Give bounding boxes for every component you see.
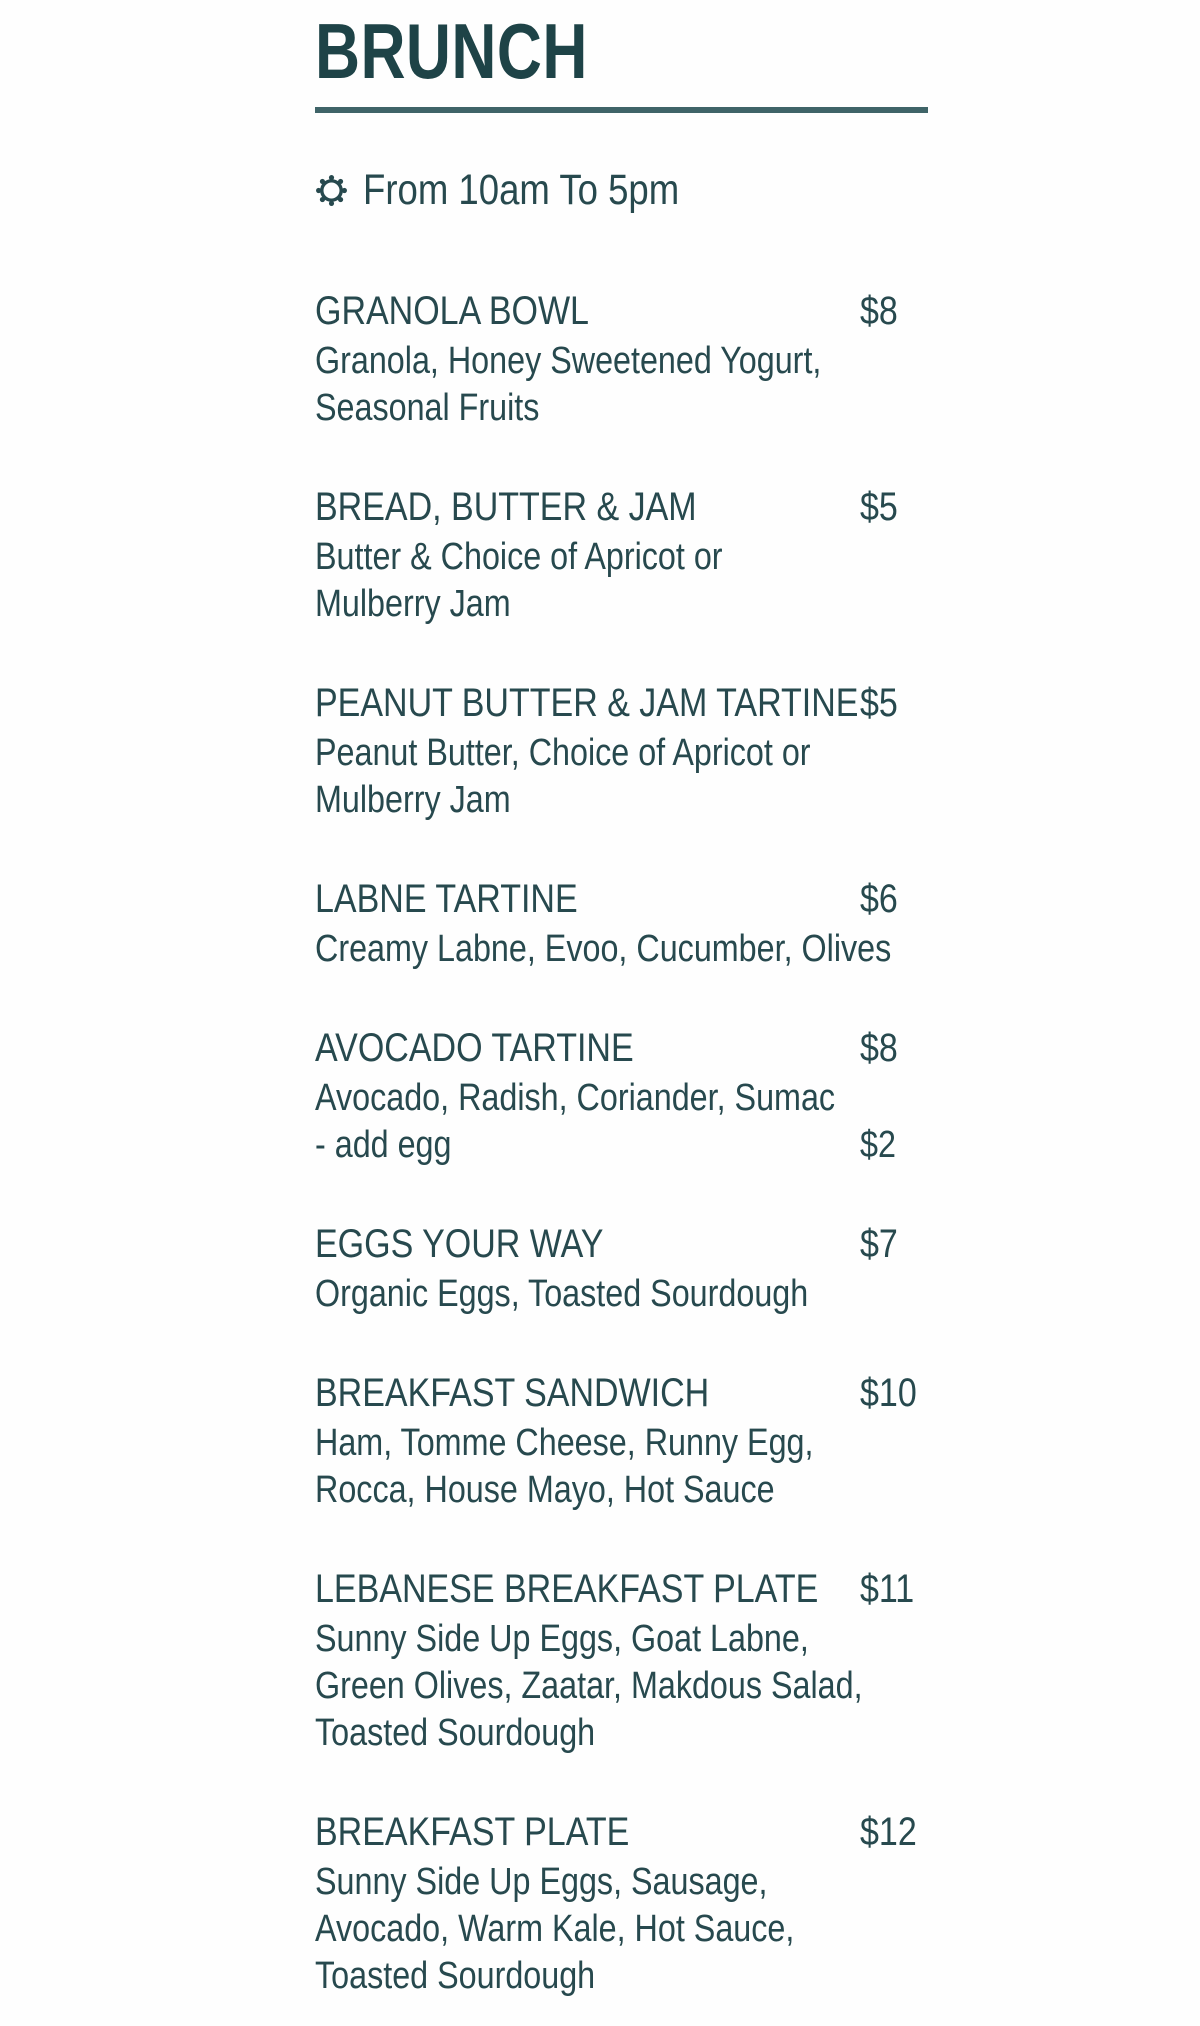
item-description (315, 1859, 940, 2000)
item-head (315, 677, 940, 730)
item-price (860, 1563, 924, 1616)
hours-row (315, 166, 940, 214)
item-description (315, 338, 940, 432)
hours-label: From 10am To 5pm (363, 165, 680, 214)
item-name: BREAD, BUTTER & JAM (315, 485, 697, 529)
item-description (315, 1075, 940, 1169)
item-price-text: $8 (860, 1026, 898, 1070)
item-name: AVOCADO TARTINE (315, 1026, 634, 1070)
item-description-line: Ham, Tomme Cheese, Runny Egg, (315, 1422, 814, 1464)
item-description-line: Rocca, House Mayo, Hot Sauce (315, 1469, 775, 1511)
item-description-line: Organic Eggs, Toasted Sourdough (315, 1273, 809, 1315)
menu-items (315, 285, 940, 2000)
item-description-line: Seasonal Fruits (315, 387, 540, 429)
item-price-text: $10 (860, 1371, 917, 1415)
menu-item (315, 481, 940, 628)
page-title-text: BRUNCH (315, 7, 588, 95)
item-price-text: $8 (860, 289, 898, 333)
item-description (315, 1616, 940, 1757)
item-price (860, 1367, 927, 1420)
item-price (860, 1218, 905, 1271)
item-description-line: Sunny Side Up Eggs, Goat Labne, (315, 1618, 809, 1660)
item-description-line: Mulberry Jam (315, 779, 511, 821)
item-head (315, 1218, 940, 1271)
item-description-line: Granola, Honey Sweetened Yogurt, (315, 340, 822, 382)
item-addon-row (315, 1122, 940, 1169)
item-head (315, 1367, 940, 1420)
item-description-line: Avocado, Warm Kale, Hot Sauce, (315, 1908, 795, 1950)
menu-item (315, 1367, 940, 1514)
item-price (860, 677, 905, 730)
item-price-text: $5 (860, 681, 898, 725)
item-price (860, 1806, 927, 1859)
item-description (315, 1420, 940, 1514)
item-price (860, 285, 905, 338)
item-description-line: Toasted Sourdough (315, 1712, 596, 1754)
item-description-line: Toasted Sourdough (315, 1955, 596, 1997)
item-price (860, 1022, 905, 1075)
item-price-text: $6 (860, 877, 898, 921)
item-description (315, 534, 940, 628)
item-name: LABNE TARTINE (315, 877, 578, 921)
item-price-text: $12 (860, 1810, 917, 1854)
item-price-text: $11 (860, 1567, 915, 1611)
page-title (315, 7, 940, 95)
sun-icon (315, 174, 348, 207)
item-name: BREAKFAST SANDWICH (315, 1371, 710, 1415)
addon-label: - add egg (315, 1124, 452, 1166)
title-underline (315, 107, 928, 113)
menu-item (315, 677, 940, 824)
item-head (315, 481, 940, 534)
item-head (315, 1563, 940, 1616)
menu-item (315, 285, 940, 432)
menu-item (315, 1218, 940, 1318)
item-price-text: $5 (860, 485, 898, 529)
item-head (315, 873, 940, 926)
item-description-line: Sunny Side Up Eggs, Sausage, (315, 1861, 768, 1903)
item-head (315, 1022, 940, 1075)
menu-item (315, 1563, 940, 1757)
item-description-line: Avocado, Radish, Coriander, Sumac (315, 1077, 836, 1119)
menu-item (315, 1022, 940, 1169)
item-head (315, 285, 940, 338)
item-name: BREAKFAST PLATE (315, 1810, 630, 1854)
item-name: LEBANESE BREAKFAST PLATE (315, 1567, 819, 1611)
addon-price: $2 (860, 1124, 896, 1166)
item-description-line: Mulberry Jam (315, 583, 511, 625)
item-description-line: Peanut Butter, Choice of Apricot or (315, 732, 811, 774)
item-description-line: Creamy Labne, Evoo, Cucumber, Olives (315, 928, 892, 970)
item-description-line: Butter & Choice of Apricot or (315, 536, 723, 578)
item-price (860, 873, 905, 926)
item-description (315, 926, 940, 973)
item-description (315, 730, 940, 824)
item-name: GRANOLA BOWL (315, 289, 589, 333)
item-name: EGGS YOUR WAY (315, 1222, 604, 1266)
item-description-line: Green Olives, Zaatar, Makdous Salad, (315, 1665, 863, 1707)
menu-item (315, 1806, 940, 2000)
item-head (315, 1806, 940, 1859)
menu-item (315, 873, 940, 973)
item-price (860, 481, 905, 534)
item-description (315, 1271, 940, 1318)
item-price-text: $7 (860, 1222, 898, 1266)
item-name: PEANUT BUTTER & JAM TARTINE (315, 681, 859, 725)
